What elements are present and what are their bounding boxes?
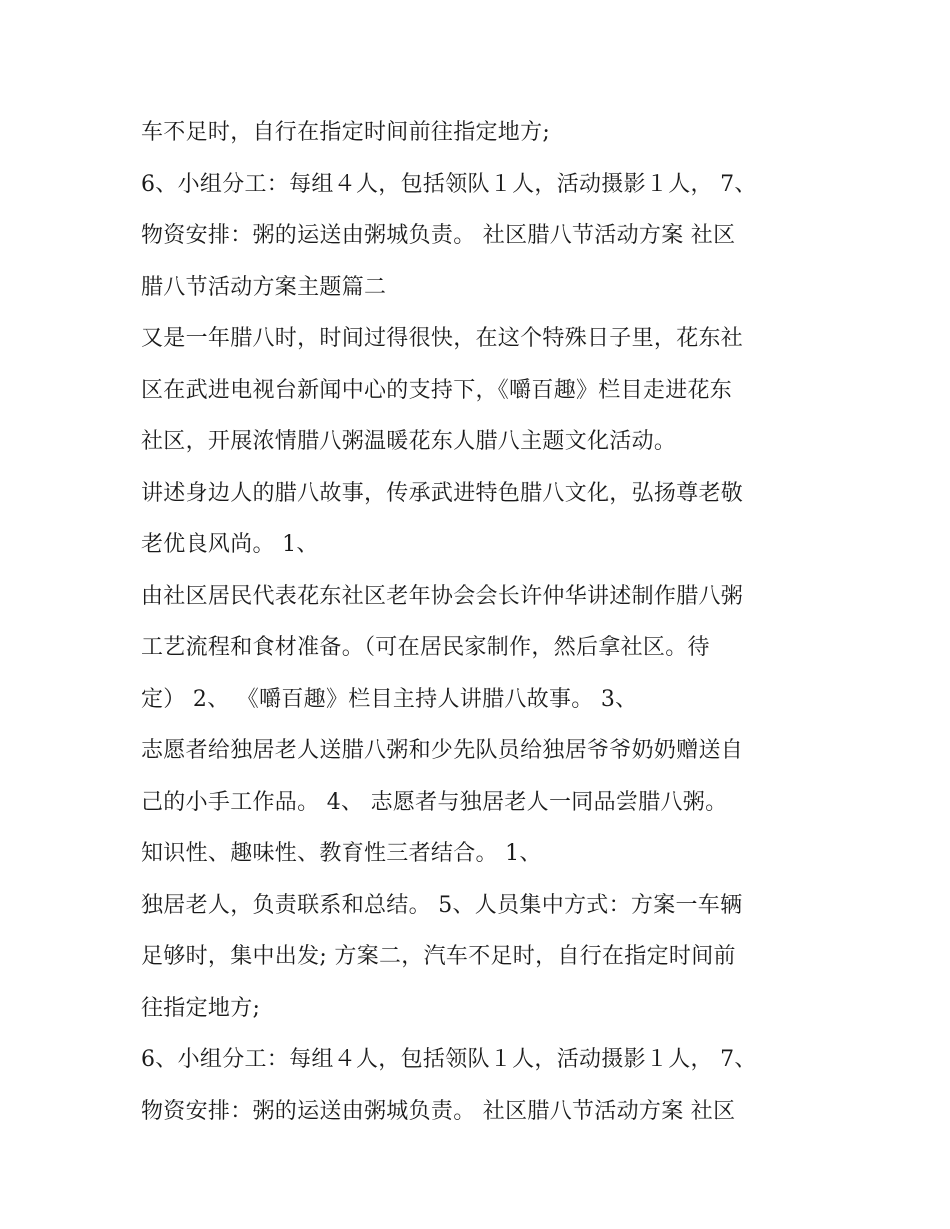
text-line: 讲述身边人的腊八故事，传承武进特色腊八文化，弘扬尊老敬 bbox=[141, 480, 744, 506]
text-line: 知识性、趣味性、教育性三者结合。 1、 bbox=[141, 841, 542, 866]
text-line: 工艺流程和食材准备。（可在居民家制作，然后拿社区。待 bbox=[141, 635, 710, 660]
text-line: 足够时，集中出发; 方案二，汽车不足时，自行在指定时间前 bbox=[141, 944, 736, 969]
text-line: 6、小组分工：每组４人，包括领队１人，活动摄影１人， 7、 bbox=[141, 171, 757, 197]
text-line: 独居老人，负责联系和总结。 5、人员集中方式：方案一车辆 bbox=[141, 892, 743, 918]
text-line: 志愿者给独居老人送腊八粥和少先队员给独居爷爷奶奶赠送自 bbox=[141, 738, 744, 763]
text-line: 老优良风尚。 1、 bbox=[141, 532, 319, 557]
text-line: 社区，开展浓情腊八粥温暖花东人腊八主题文化活动。 bbox=[141, 429, 677, 454]
text-line: 物资安排：粥的运送由粥城负责。 社区腊八节活动方案 社区 bbox=[141, 223, 736, 248]
text-line: 己的小手工作品。 4、 志愿者与独居老人一同品尝腊八粥。 bbox=[141, 789, 728, 815]
text-line: 车不足时，自行在指定时间前往指定地方; bbox=[141, 120, 551, 145]
body-text bbox=[141, 107, 821, 1137]
text-line: 定） 2、 《嚼百趣》栏目主持人讲腊八故事。 3、 bbox=[141, 686, 638, 712]
text-line: 物资安排：粥的运送由粥城负责。 社区腊八节活动方案 社区 bbox=[141, 1098, 736, 1124]
text-line: 由社区居民代表花东社区老年协会会长许仲华讲述制作腊八粥 bbox=[141, 583, 744, 609]
text-line: 6、小组分工：每组４人，包括领队１人，活动摄影１人， 7、 bbox=[141, 1047, 757, 1072]
text-line: 又是一年腊八时，时间过得很快，在这个特殊日子里，花东社 bbox=[141, 326, 744, 351]
text-line: 往指定地方; bbox=[141, 995, 261, 1021]
text-line: 腊八节活动方案主题篇二 bbox=[141, 274, 387, 300]
text-line: 区在武进电视台新闻中心的支持下，《嚼百趣》栏目走进花东 bbox=[141, 377, 733, 403]
